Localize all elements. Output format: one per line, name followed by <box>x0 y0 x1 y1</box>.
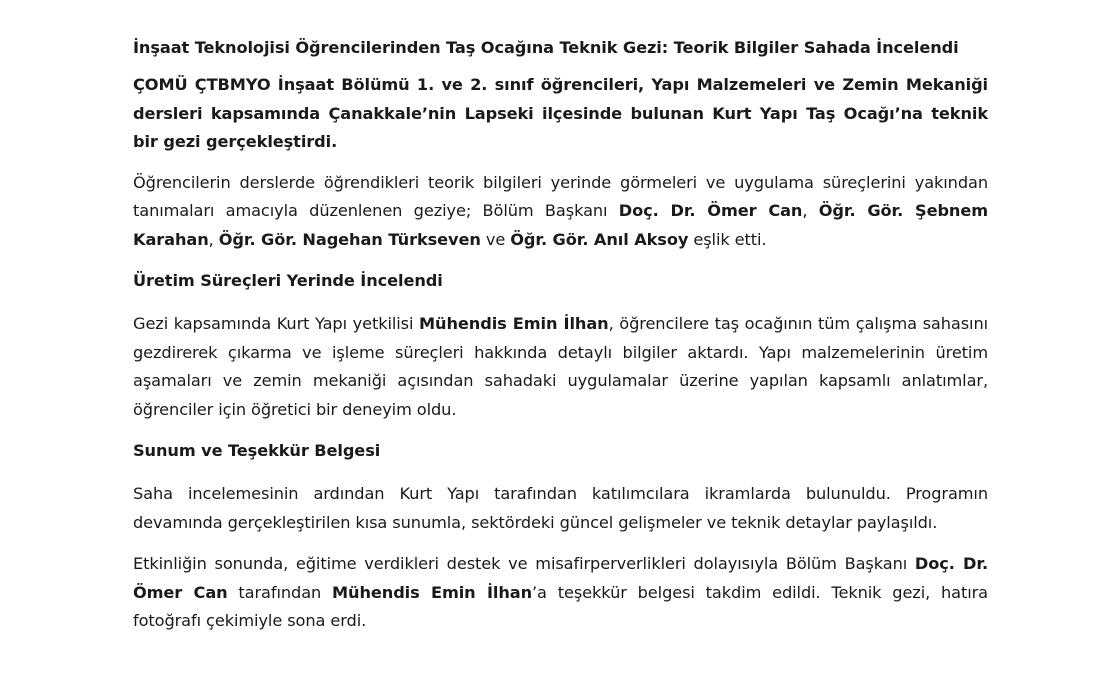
person-name: Öğr. Gör. Nagehan Türkseven <box>218 229 481 249</box>
text-run: eşlik etti. <box>688 229 767 249</box>
text-run: Öğrencilerin derslerde öğrendikleri teorik bilgileri yerinde görmeleri ve uygulama süreçlerini yakından tanımaları amacıyla düzenlenen geziye; Bölüm Başkanı <box>133 172 988 220</box>
text-run: , <box>208 229 219 249</box>
text-run: , <box>802 201 819 220</box>
section-heading-presentation: Sunum ve Teşekkür Belgesi <box>133 441 381 460</box>
paragraph-production <box>133 310 988 424</box>
text-run: , öğrencilere taş ocağının tüm çalışma sahasını gezdirerek çıkarma ve işleme süreçleri hakkında detaylı bilgiler aktardı. Yapı malzemelerinin üretim aşamaları ve zemin mekaniği açısından sahadaki uygulamalar üzerine yapılan kapsamlı anlatımlar, öğrenciler için öğretici bir deneyim oldu. <box>133 314 988 419</box>
paragraph-certificate <box>133 550 988 636</box>
lead-paragraph: ÇOMÜ ÇTBMYO İnşaat Bölümü 1. ve 2. sınıf öğrencileri, Yapı Malzemeleri ve Zemin Mekaniği dersleri kapsamında Çanakkale’nin Lapseki ilçesinde bulunan Kurt Yapı Taş Ocağı’na teknik bir gezi gerçekleştirdi. <box>133 75 988 151</box>
section-heading-production: Üretim Süreçleri Yerinde İncelendi <box>133 271 443 290</box>
person-name: Doç. Dr. Ömer Can <box>618 201 803 220</box>
person-name: Mühendis Emin İlhan <box>332 582 532 602</box>
document-title: İnşaat Teknolojisi Öğrencilerinden Taş Ocağına Teknik Gezi: Teorik Bilgiler Sahada İncelendi <box>133 38 959 57</box>
text-run: ’a teşekkür belgesi takdim edildi. Teknik gezi, hatıra fotoğrafı çekimiyle sona erdi. <box>133 582 988 630</box>
paragraph-presentation: Saha incelemesinin ardından Kurt Yapı tarafından katılımcılara ikramlarda bulunuldu. Programın devamında gerçekleştirilen kısa sunumla, sektördeki güncel gelişmeler ve teknik detaylar paylaşıldı. <box>133 484 988 532</box>
document-body <box>133 34 988 649</box>
text-run: Etkinliğin sonunda, eğitime verdikleri destek ve misafirperverlikleri dolayısıyla Bölüm Başkanı <box>133 554 915 573</box>
person-name: Öğr. Gör. Şebnem Karahan <box>133 201 989 249</box>
person-name: Doç. Dr. Ömer Can <box>133 554 988 602</box>
paragraph-participants <box>133 169 988 255</box>
text-run: ve <box>480 229 511 249</box>
person-name: Öğr. Gör. Anıl Aksoy <box>510 229 689 249</box>
text-run: tarafından <box>227 582 333 602</box>
person-name: Mühendis Emin İlhan <box>419 314 609 333</box>
text-run: Gezi kapsamında Kurt Yapı yetkilisi <box>133 314 420 333</box>
